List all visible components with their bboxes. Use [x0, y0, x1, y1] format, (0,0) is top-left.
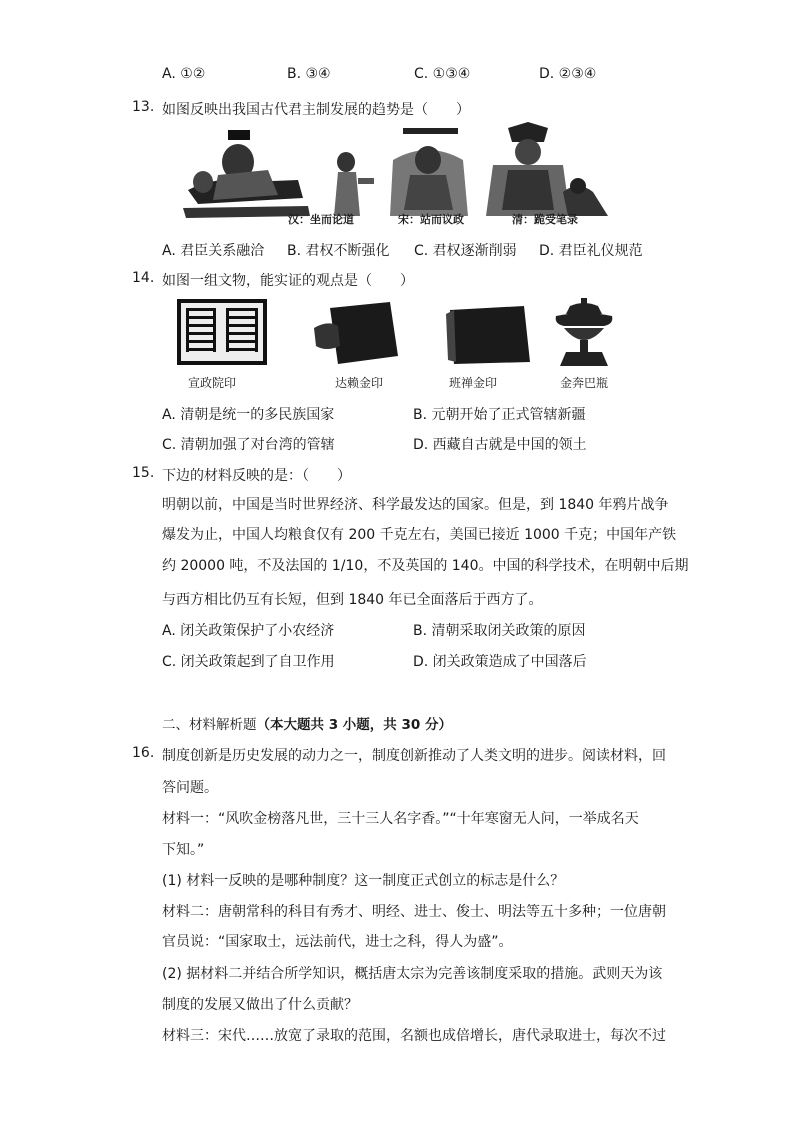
q14-option-c: C. 清朝加强了对台湾的管辖 [162, 437, 335, 453]
q15-material-line-3: 约 20000 吨，不及法国的 1/10，不及英国的 140。中国的科学技术，在明朝中后期 [162, 558, 689, 574]
q13-option-c: C. 君权逐渐削弱 [414, 243, 517, 259]
song-scene [334, 128, 468, 216]
q16-line-7: 官员说：“国家取士，远法前代，进士之科，得人为盛”。 [162, 934, 513, 950]
q15-option-c: C. 闭关政策起到了自卫作用 [162, 654, 335, 670]
q12-option-c: C. ①③④ [414, 66, 471, 82]
q14-option-b: B. 元朝开始了正式管辖新疆 [413, 407, 586, 423]
q12-option-d: D. ②③④ [539, 66, 597, 82]
q12-option-b: B. ③④ [287, 66, 331, 82]
q16-line-9: 制度的发展又做出了什么贡献？ [162, 997, 358, 1013]
q16-line-8: (2) 据材料二并结合所学知识，概括唐太宗为完善该制度采取的措施。武则天为该 [162, 966, 663, 982]
q16-line-2: 答问题。 [162, 780, 218, 796]
q15-stem: 下边的材料反映的是：（ ） [162, 468, 351, 484]
q14-option-d: D. 西藏自古就是中国的领土 [413, 437, 587, 453]
q13-caption-han: 汉：坐而论道 [288, 213, 354, 226]
section-2-heading: 二、材料解析题（本大题共 3 小题，共 30 分） [162, 717, 452, 733]
q14-stem: 如图一组文物，能实证的观点是（ ） [162, 273, 414, 289]
q14-caption-1: 宣政院印 [187, 376, 236, 390]
golden-urn-image [548, 296, 620, 370]
q13-caption-qing: 清：跪受笔录 [512, 213, 578, 226]
q16-line-1: 制度创新是历史发展的动力之一，制度创新推动了人类文明的进步。阅读材料，回 [162, 748, 666, 764]
seal-panchen-gold-image [444, 300, 536, 368]
q16-line-10: 材料三：宋代……放宽了录取的范围，名额也成倍增长，唐代录取进士，每次不过 [162, 1028, 666, 1044]
q16-line-6: 材料二：唐朝常科的科目有秀才、明经、进士、俊士、明法等五十多种；一位唐朝 [162, 904, 666, 920]
q16-line-3: 材料一：“风吹金榜落凡世，三十三人名字香。”“十年寒窗无人问，一举成名天 [162, 811, 639, 827]
seal-xuanzhengyuan-image [176, 298, 268, 366]
q16-line-5: (1) 材料一反映的是哪种制度？这一制度正式创立的标志是什么？ [162, 873, 565, 889]
q15-option-b: B. 清朝采取闭关政策的原因 [413, 623, 586, 639]
q16-line-4: 下知。” [162, 842, 205, 858]
q16-number: 16. [132, 745, 155, 761]
q14-option-a: A. 清朝是统一的多民族国家 [162, 407, 335, 423]
q13-option-d: D. 君臣礼仪规范 [539, 243, 643, 259]
q15-option-d: D. 闭关政策造成了中国落后 [413, 654, 587, 670]
q13-caption-song: 宋：站而议政 [398, 213, 464, 226]
q15-number: 15. [132, 465, 155, 481]
q14-number: 14. [132, 270, 155, 286]
q13-option-a: A. 君臣关系融洽 [162, 243, 265, 259]
q13-number: 13. [132, 99, 155, 115]
q15-option-a: A. 闭关政策保护了小农经济 [162, 623, 335, 639]
q12-option-a: A. ①② [162, 66, 206, 82]
q15-material-line-1: 明朝以前，中国是当时世界经济、科学最发达的国家。但是，到 1840 年鸦片战争 [162, 497, 669, 513]
q14-caption-4: 金奔巴瓶 [559, 376, 608, 390]
q13-stem: 如图反映出我国古代君主制发展的趋势是（ ） [162, 102, 470, 118]
q13-option-b: B. 君权不断强化 [287, 243, 390, 259]
q14-caption-3: 班禅金印 [448, 376, 497, 390]
han-scene [183, 130, 310, 218]
q15-material-line-2: 爆发为止，中国人均粮食仅有 200 千克左右，美国已接近 1000 千克；中国年产铁 [162, 527, 677, 543]
q15-material-line-4: 与西方相比仍互有长短，但到 1840 年已全面落后于西方了。 [162, 592, 543, 608]
q14-caption-2: 达赖金印 [334, 376, 383, 390]
qing-scene [486, 122, 608, 216]
seal-dalai-gold-image [310, 298, 402, 368]
